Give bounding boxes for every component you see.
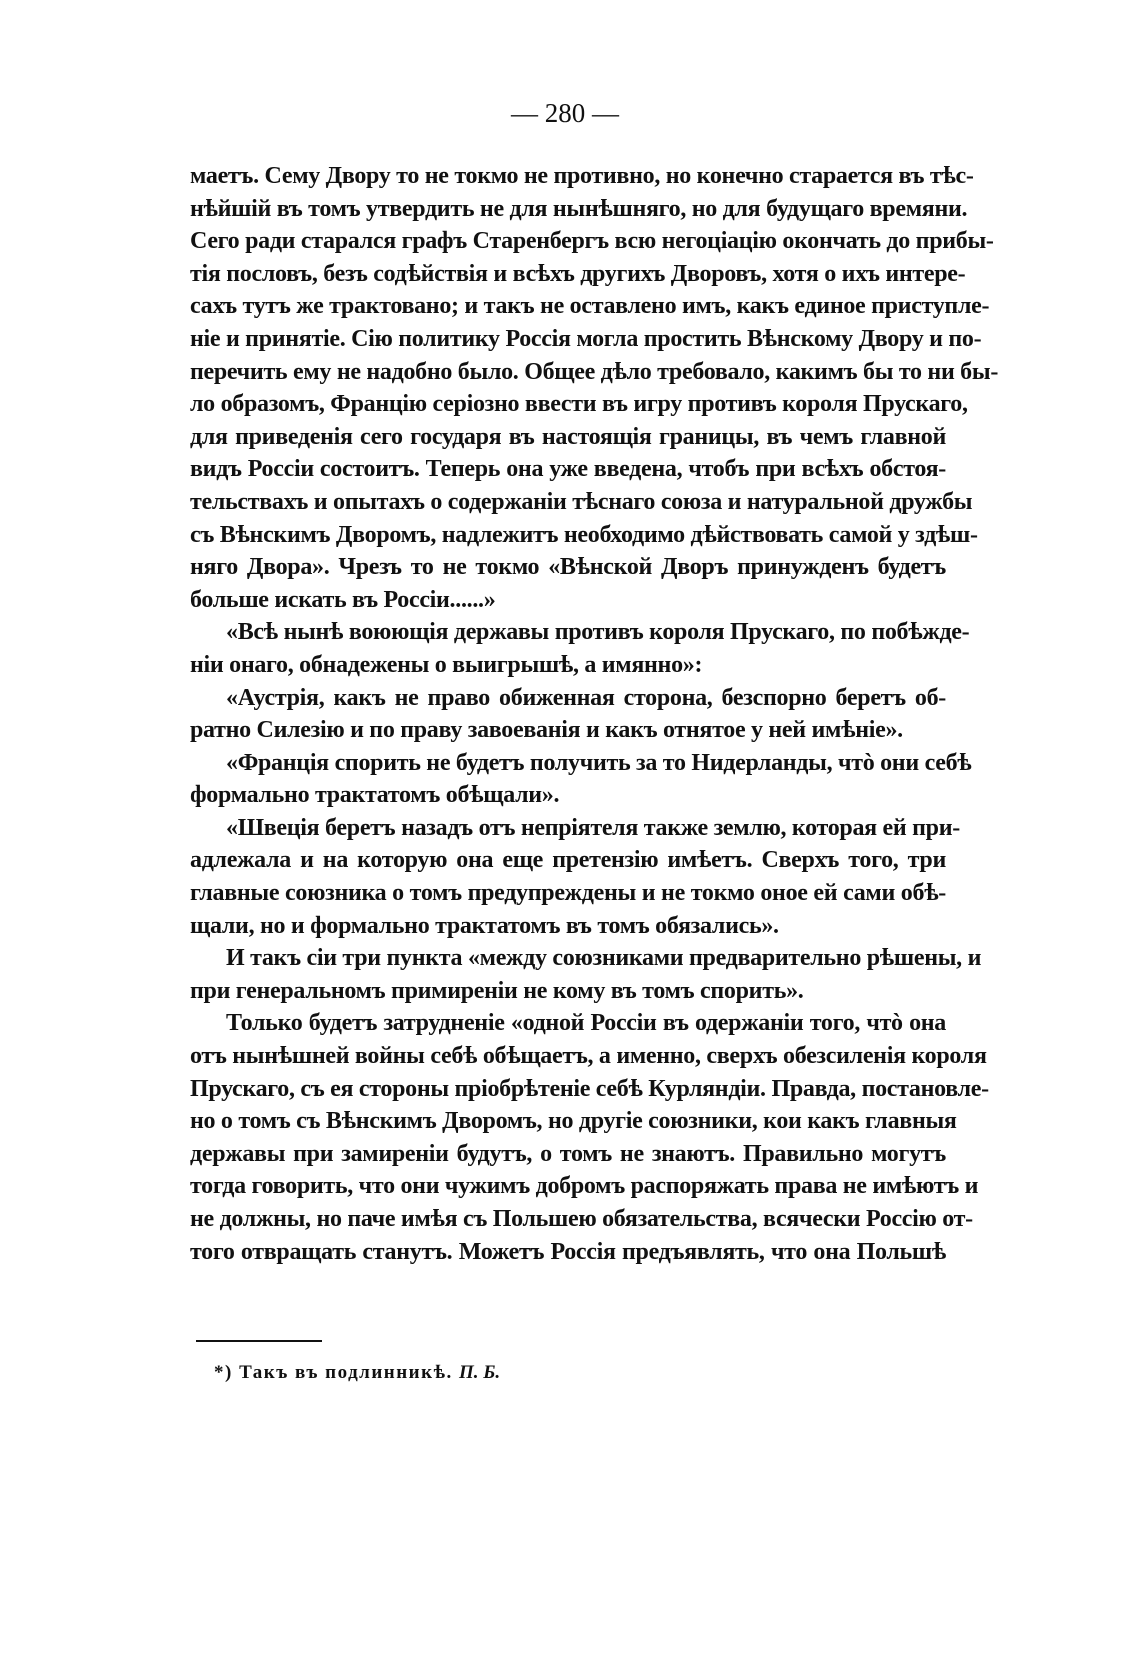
- text-line: больше искать въ Россіи......»: [190, 586, 496, 613]
- footnote-divider: [196, 1340, 322, 1342]
- text-line: сахъ тутъ же трактовано; и такъ не оставлено имъ, какъ единое приступле-: [190, 293, 990, 320]
- text-line: тельствахъ и опытахъ о содержаніи тѣснаго союза и натуральной дружбы: [190, 488, 973, 515]
- page-number: — 280 —: [511, 98, 619, 128]
- text-line: ратно Силезію и по праву завоеванія и какъ отнятое у ней имѣніе».: [190, 717, 903, 744]
- text-line: отъ нынѣшней войны себѣ обѣщаетъ, а именно, сверхъ обезсиленія короля: [190, 1043, 987, 1070]
- text-line: тогда говорить, что они чужимъ добромъ распоряжать права не имѣютъ и: [190, 1173, 979, 1200]
- text-line: «Аустрія, какъ не право обиженная сторона, безспорно беретъ об-: [226, 684, 946, 711]
- text-line: «Всѣ нынѣ воюющія державы противъ короля Прускаго, по побѣжде-: [226, 619, 970, 646]
- text-line: видъ Россіи состоитъ. Теперь она уже введена, чтобъ при всѣхъ обстоя-: [190, 456, 946, 483]
- text-line: ніе и принятіе. Сію политику Россія могла простить Вѣнскому Двору и по-: [190, 325, 982, 352]
- text-line: «Франція спорить не будетъ получить за то Нидерланды, чтò они себѣ: [226, 749, 972, 776]
- text-line: И такъ сіи три пункта «между союзниками предварительно рѣшены, и: [226, 945, 982, 972]
- text-line: Прускаго, съ ея стороны пріобрѣтеніе себѣ Курляндіи. Правда, постановле-: [190, 1075, 989, 1102]
- text-line: перечить ему не надобно было. Общее дѣло требовало, какимъ бы то ни бы-: [190, 358, 999, 385]
- text-line: державы при замиреніи будутъ, о томъ не знаютъ. Правильно могутъ: [190, 1140, 946, 1167]
- text-line: маетъ. Сему Двору то не токмо не противно, но конечно старается въ тѣс-: [190, 163, 974, 189]
- body-text: [190, 160, 999, 1268]
- text-line: при генеральномъ примиреніи не кому въ томъ спорить».: [190, 977, 804, 1004]
- footnote-signature: П. Б.: [458, 1362, 501, 1383]
- text-line: няго Двора». Чрезъ то не токмо «Вѣнской Дворъ принужденъ будетъ: [190, 554, 946, 581]
- text-line: Сего ради старался графъ Старенбергъ всю негоціацію окончать до прибы-: [190, 228, 994, 255]
- text-line: ло образомъ, Францію серіозно ввести въ игру противъ короля Прускаго,: [190, 391, 968, 418]
- text-line: нѣйшій въ томъ утвердить не для нынѣшняго, но для будущаго времяни.: [190, 195, 968, 222]
- footnote-text: *) Такъ въ подлинникѣ.: [214, 1362, 453, 1383]
- text-line: но о томъ съ Вѣнскимъ Дворомъ, но другіе союзники, кои какъ главныя: [190, 1108, 957, 1135]
- text-line: тія пословъ, безъ содѣйствія и всѣхъ другихъ Дворовъ, хотя о ихъ интере-: [190, 260, 966, 287]
- text-line: щали, но и формально трактатомъ въ томъ обязались».: [190, 912, 779, 939]
- text-line: для приведенія сего государя въ настоящія границы, въ чемъ главной: [190, 423, 946, 450]
- text-line: Только будетъ затрудненіе «одной Россіи въ одержаніи того, чтò она: [226, 1010, 946, 1037]
- text-line: формально трактатомъ обѣщали».: [190, 782, 560, 809]
- text-line: не должны, но паче имѣя съ Польшею обязательства, всячески Россію от-: [190, 1206, 973, 1232]
- text-line: «Швеція беретъ назадъ отъ непріятеля также землю, которая ей при-: [226, 814, 960, 841]
- text-line: того отвращать станутъ. Можетъ Россія предъявлять, что она Польшѣ: [190, 1238, 946, 1265]
- text-line: ніи онаго, обнадежены о выигрышѣ, а имянно»:: [190, 651, 703, 678]
- footnote: [214, 1362, 500, 1384]
- text-line: главные союзника о томъ предупреждены и не токмо оное ей сами обѣ-: [190, 880, 946, 907]
- text-line: адлежала и на которую она еще претензію имѣетъ. Сверхъ того, три: [190, 847, 946, 874]
- text-line: съ Вѣнскимъ Дворомъ, надлежитъ необходимо дѣйствовать самой у здѣш-: [190, 521, 978, 548]
